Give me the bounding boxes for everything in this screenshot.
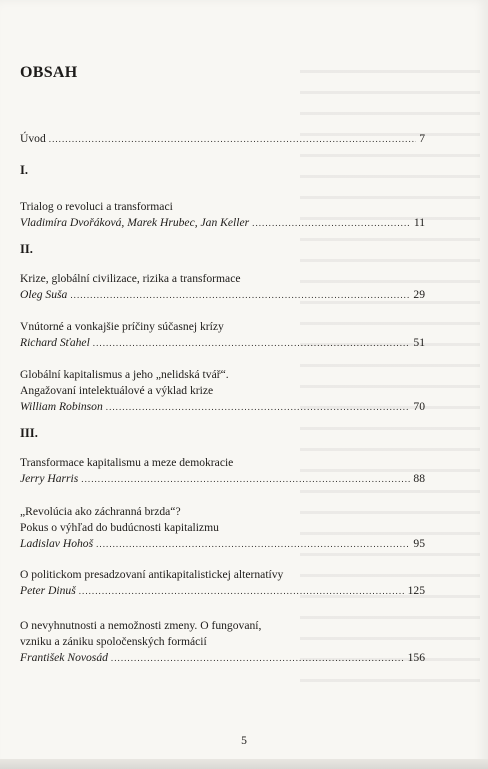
toc-page-number: 125	[407, 584, 425, 597]
dot-leader	[252, 215, 411, 231]
toc-entry	[20, 367, 425, 415]
dot-leader	[81, 471, 410, 487]
toc-entry-author: Oleg Suša	[20, 288, 68, 301]
toc-entry-author: Vladimíra Dvořáková, Marek Hrubec, Jan Keller	[20, 216, 250, 229]
toc-entry-author: Peter Dinuš	[20, 584, 76, 597]
section-heading-3: III.	[20, 426, 38, 440]
toc-page-number: 7	[419, 132, 425, 145]
toc-entry	[20, 504, 425, 552]
dot-leader	[70, 287, 410, 303]
toc-entry	[20, 199, 425, 231]
toc-entry-author: Ladislav Hohoš	[20, 537, 94, 550]
toc-entry	[20, 567, 425, 599]
toc-entry-author: František Novosád	[20, 651, 108, 664]
toc-entry-title: O politickom presadzovaní antikapitalistickej alternatívy	[20, 568, 284, 581]
toc-page-number: 11	[413, 216, 425, 229]
section-heading-2: II.	[20, 242, 33, 256]
toc-entry-title: Trialog o revoluci a transformaci	[20, 200, 173, 213]
toc-page-number: 88	[413, 472, 425, 485]
toc-entry-title: Globální kapitalismus a jeho „nelidská tvář“.	[20, 368, 229, 381]
dot-leader	[79, 583, 405, 599]
page-number: 5	[241, 734, 247, 747]
dot-leader	[106, 399, 411, 415]
toc-entry	[20, 455, 425, 487]
toc-page-number: 95	[413, 537, 425, 550]
dot-leader	[111, 650, 405, 666]
toc-entry-author: Richard Sťahel	[20, 336, 90, 349]
toc-entry	[20, 618, 425, 666]
toc-page-number: 70	[413, 400, 425, 413]
toc-entry-title: „Revolúcia ako záchranná brzda“?	[20, 505, 181, 518]
toc-entry	[20, 271, 425, 303]
table-of-contents	[20, 131, 425, 666]
page-title: OBSAH	[20, 64, 78, 81]
toc-entry-title: Úvod	[20, 132, 46, 145]
dot-leader	[49, 131, 416, 147]
section-heading-1: I.	[20, 163, 29, 177]
toc-entry-intro	[20, 131, 425, 147]
toc-entry-title: Angažovaní intelektuálové a výklad krize	[20, 384, 214, 397]
toc-entry-author: Jerry Harris	[20, 472, 79, 485]
toc-page-number: 156	[407, 651, 425, 664]
toc-entry	[20, 319, 425, 351]
dot-leader	[96, 536, 410, 552]
page-edge	[0, 759, 488, 769]
toc-entry-title: Krize, globální civilizace, rizika a transformace	[20, 272, 241, 285]
toc-entry-title: vzniku a zániku spoločenských formácií	[20, 635, 207, 648]
toc-entry-title: Transformace kapitalismu a meze demokracie	[20, 456, 234, 469]
toc-entry-title: O nevyhnutnosti a nemožnosti zmeny. O fungovaní,	[20, 619, 262, 632]
toc-entry-title: Vnútorné a vonkajšie príčiny súčasnej krízy	[20, 320, 224, 333]
toc-page-number: 51	[413, 336, 425, 349]
toc-entry-title: Pokus o výhľad do budúcnosti kapitalizmu	[20, 521, 219, 534]
toc-entry-author: William Robinson	[20, 400, 103, 413]
dot-leader	[93, 335, 411, 351]
toc-page-number: 29	[413, 288, 425, 301]
